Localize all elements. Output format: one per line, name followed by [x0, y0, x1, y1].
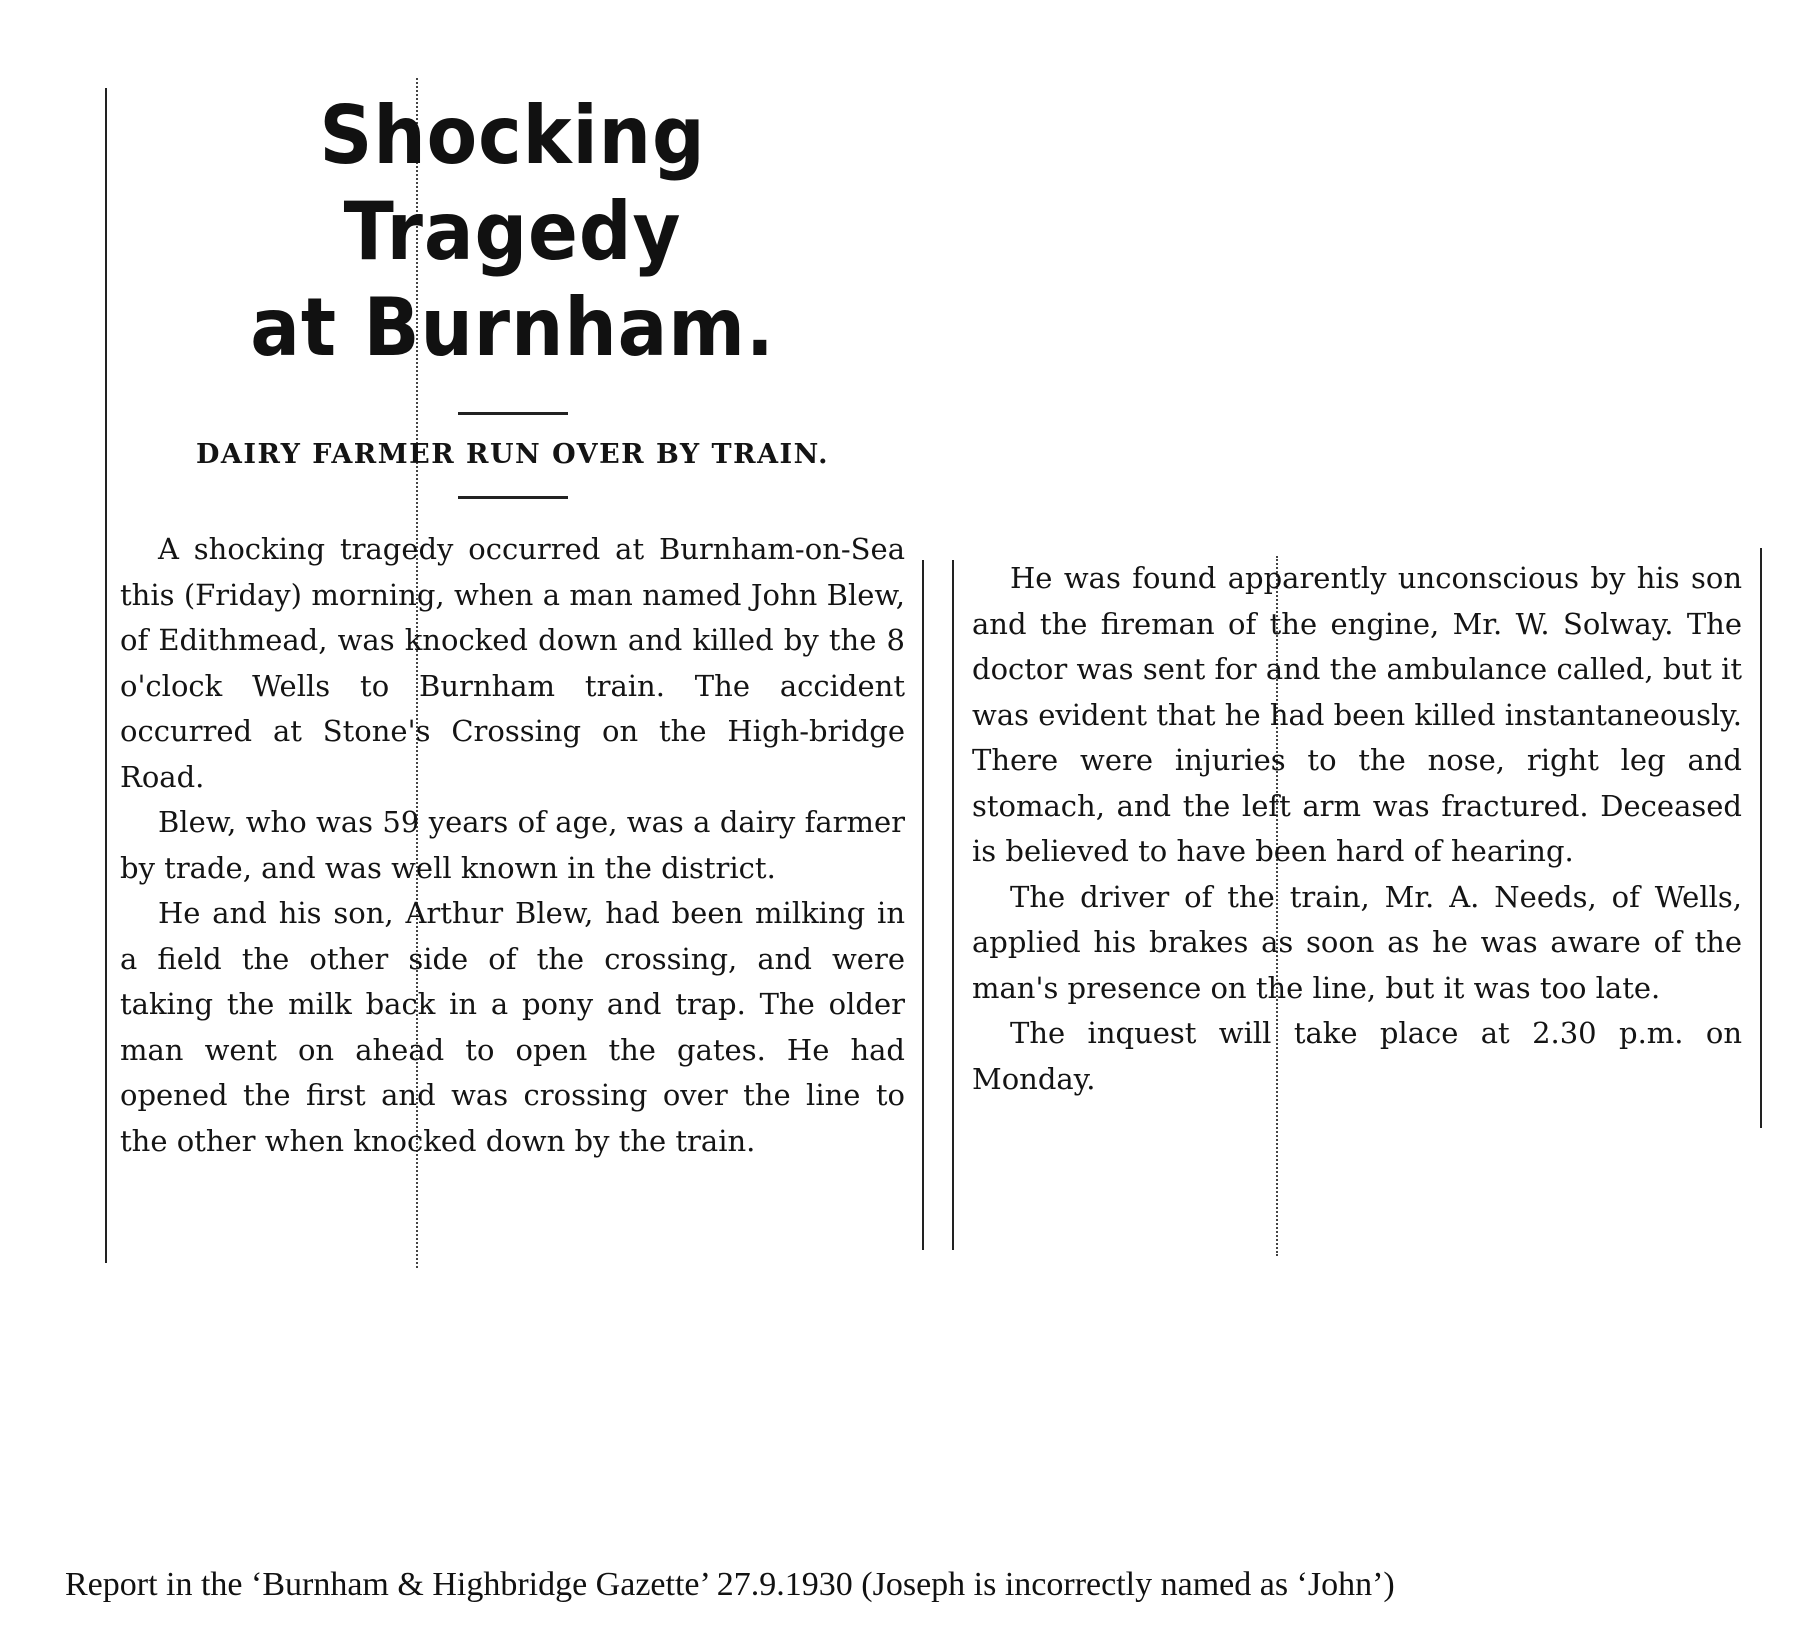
paragraph: He was found apparently unconscious by his son and the fireman of the engine, Mr. W. Solway. The doctor was sent for and the ambulance called, but it was evident that he had been killed instantaneously. There were injuries to the nose, right leg and stomach, and the left arm was fractured. Deceased is believed to have been hard of hearing. — [972, 561, 1743, 868]
column-rule-right — [1760, 548, 1762, 1128]
column-rule-middle-a — [922, 560, 924, 1250]
headline — [151, 88, 873, 376]
article-column-2 — [972, 556, 1742, 1102]
paragraph: Blew, who was 59 years of age, was a dairy farmer by trade, and was well known in the district. — [120, 805, 905, 885]
paragraph: A shocking tragedy occurred at Burnham-on-Sea this (Friday) morning, when a man named John Blew, of Edithmead, was knocked down and killed by the 8 o'clock Wells to Burnham train. The accident occurred at Stone's Crossing on the High-bridge Road. — [120, 532, 905, 794]
paragraph: The inquest will take place at 2.30 p.m. on Monday. — [972, 1016, 1742, 1096]
caption: Report in the ‘Burnham & Highbridge Gazette’ 27.9.1930 (Joseph is incorrectly named as ‘John’) — [65, 1566, 1395, 1603]
headline-line-2: at Burnham. — [250, 281, 775, 374]
column-rule-middle-b — [952, 560, 954, 1250]
paragraph: He and his son, Arthur Blew, had been milking in a field the other side of the crossing, and were taking the milk back in a pony and trap. The older man went on ahead to open the gates. He had opened the first and was crossing over the line to the other when knocked down by the train. — [120, 896, 905, 1158]
paragraph: The driver of the train, Mr. A. Needs, of Wells, applied his brakes as soon as he was aware of the man's presence on the line, but it was too late. — [972, 879, 1742, 1005]
headline-divider-bottom — [458, 496, 568, 499]
headline-divider-top — [458, 412, 568, 415]
headline-line-1: Shocking Tragedy — [319, 89, 706, 278]
column-rule-left — [105, 88, 107, 1263]
subheadline: DAIRY FARMER RUN OVER BY TRAIN. — [195, 439, 829, 470]
article-column-1 — [120, 88, 905, 1164]
